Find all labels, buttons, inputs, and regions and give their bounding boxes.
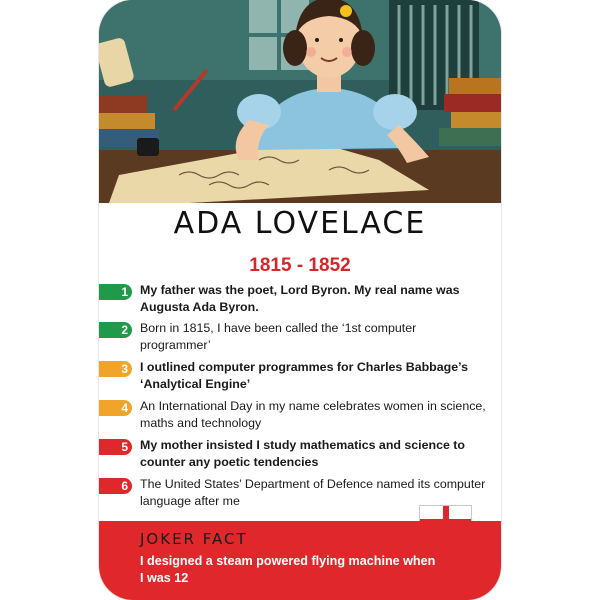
fact-text: The United States’ Department of Defence named its computer language after me (140, 477, 486, 508)
joker-fact-title: JOKER FACT (140, 530, 248, 548)
ada-lovelace-portrait-illustration (99, 0, 501, 203)
fact-number-badge: 3 (99, 361, 132, 377)
joker-fact-text: I designed a steam powered flying machine when I was 12 (140, 554, 436, 585)
fact-text: Born in 1815, I have been called the ‘1st computer programmer’ (140, 321, 417, 352)
fact-number-badge: 5 (99, 439, 132, 455)
trump-card (99, 0, 501, 600)
fact-number-badge: 1 (99, 284, 132, 300)
fact-number-badge: 6 (99, 478, 132, 494)
fact-number-badge: 2 (99, 322, 132, 338)
fact-text: My father was the poet, Lord Byron. My real name was Augusta Ada Byron. (140, 283, 460, 314)
card-title: ADA LOVELACE (173, 206, 427, 241)
card-years: 1815 - 1852 (249, 255, 351, 276)
joker-fact-panel (99, 521, 501, 600)
fact-text: I outlined computer programmes for Charles Babbage’s ‘Analytical Engine’ (140, 360, 468, 391)
fact-text: An International Day in my name celebrates women in science, maths and technology (140, 399, 486, 430)
fact-number-badge: 4 (99, 400, 132, 416)
fact-text: My mother insisted I study mathematics and science to counter any poetic tendencies (140, 438, 466, 469)
